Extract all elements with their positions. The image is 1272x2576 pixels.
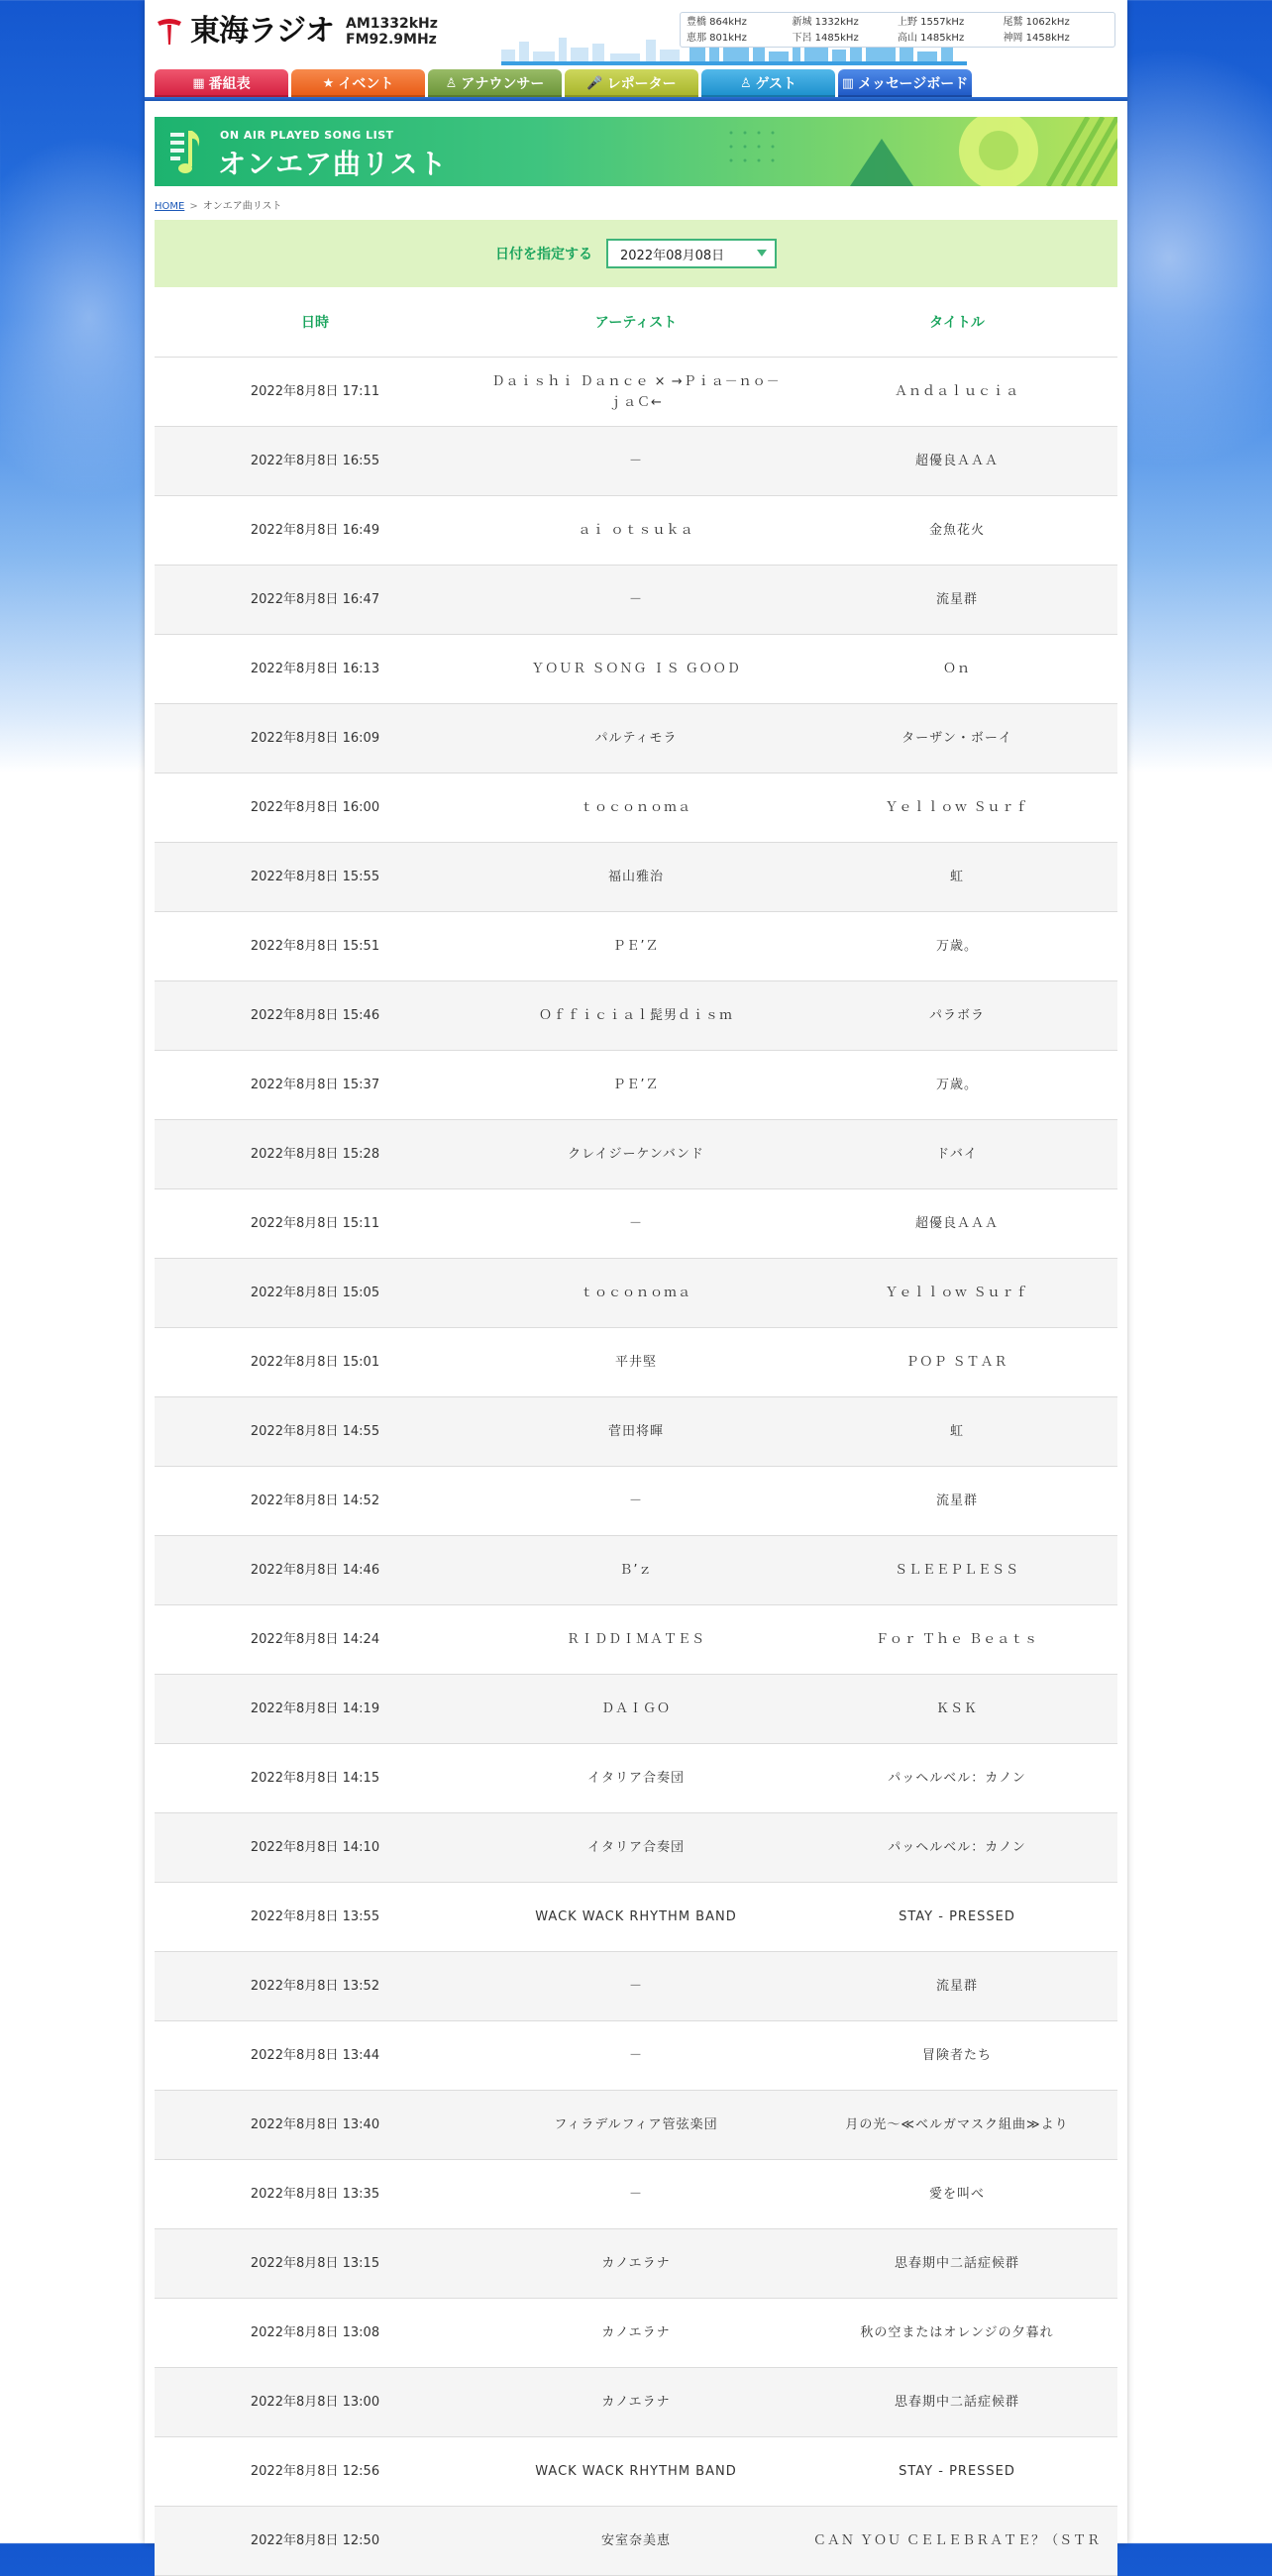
row-datetime: 2022年8月8日 13:35 — [250, 2187, 380, 2202]
row-datetime: 2022年8月8日 14:52 — [250, 1494, 380, 1508]
star-icon: ★ — [322, 75, 335, 91]
row-title: 虹 — [949, 1424, 964, 1439]
row-title: ＰＯＰ ＳＴＡＲ — [905, 1355, 1008, 1370]
table-row — [155, 1397, 1117, 1467]
table-row — [155, 635, 1117, 704]
person-icon: ♙ — [445, 75, 458, 91]
table-row — [155, 2229, 1117, 2299]
column-header-title: タイトル — [929, 315, 985, 331]
row-artist: － — [628, 2048, 643, 2063]
row-datetime: 2022年8月8日 14:55 — [250, 1424, 380, 1439]
table-row — [155, 2368, 1117, 2437]
row-title: 思春期中二話症候群 — [894, 2395, 1019, 2410]
row-datetime: 2022年8月8日 13:44 — [250, 2048, 380, 2063]
row-artist: 福山雅治 — [607, 870, 664, 884]
row-title: 万歳。 — [935, 939, 978, 954]
row-title: STAY - PRESSED — [899, 1909, 1015, 1924]
relay-frequency-list — [680, 12, 1115, 48]
row-title: ＣＡＮ ＹＯＵ ＣＥＬＥＢＲＡＴＥ？（ＳＴＲ — [812, 2533, 1102, 2548]
table-row — [155, 912, 1117, 981]
row-datetime: 2022年8月8日 16:09 — [250, 731, 380, 746]
table-row — [155, 2091, 1117, 2160]
row-datetime: 2022年8月8日 13:15 — [250, 2256, 380, 2271]
row-title: Ｙｅｌｌｏｗ Ｓｕｒｆ — [885, 1286, 1029, 1300]
row-title: 愛を叫べ — [928, 2187, 985, 2202]
nav-tab-reporters[interactable] — [565, 69, 698, 97]
row-datetime: 2022年8月8日 17:11 — [250, 384, 380, 399]
row-artist: 平井堅 — [614, 1355, 657, 1370]
row-title: Ａｎｄａｌｕｃｉａ — [894, 384, 1019, 399]
chevron-down-icon — [757, 250, 767, 257]
row-datetime: 2022年8月8日 14:10 — [250, 1840, 380, 1855]
date-select[interactable] — [606, 239, 777, 268]
date-select-value: 2022年08月08日 — [620, 248, 725, 263]
row-title: パッヘルベル：カノン — [888, 1840, 1026, 1855]
row-title: 超優良ＡＡＡ — [914, 1216, 999, 1231]
table-row — [155, 1952, 1117, 2021]
row-title: ドバイ — [936, 1147, 978, 1162]
table-row — [155, 2507, 1117, 2576]
table-row — [155, 1744, 1117, 1813]
row-artist: － — [628, 1216, 643, 1231]
row-artist: ｔｏｃｏｎｏｍａ — [580, 800, 691, 815]
row-datetime: 2022年8月8日 16:49 — [250, 523, 380, 538]
row-title: 虹 — [949, 870, 964, 884]
frequency-item: 神岡 1458kHz — [1003, 33, 1070, 44]
row-title: 万歳。 — [935, 1078, 978, 1092]
row-artist: ＰＥ’Ｚ — [612, 939, 660, 954]
row-artist: カノエラナ — [601, 2395, 671, 2410]
row-artist: ａｉ ｏｔｓｕｋａ — [578, 523, 694, 538]
site-logo[interactable] — [155, 16, 438, 48]
am-frequency: AM1332kHz — [346, 16, 438, 32]
table-row — [155, 704, 1117, 773]
table-row — [155, 496, 1117, 566]
nav-tab-guests[interactable] — [701, 69, 835, 97]
row-title: Ｆｏｒ Ｔｈｅ Ｂｅａｔｓ — [875, 1632, 1039, 1647]
row-datetime: 2022年8月8日 15:46 — [250, 1008, 380, 1023]
row-artist: WACK WACK RHYTHM BAND — [535, 1909, 737, 1924]
row-datetime: 2022年8月8日 16:47 — [250, 592, 380, 607]
table-row — [155, 2437, 1117, 2507]
table-row — [155, 1328, 1117, 1397]
row-title: パッヘルベル：カノン — [888, 1771, 1026, 1786]
row-artist: WACK WACK RHYTHM BAND — [535, 2464, 737, 2479]
row-title: 流星群 — [935, 592, 978, 607]
frequency-item: 新城 1332kHz — [792, 17, 859, 28]
table-row — [155, 1675, 1117, 1744]
nav-tab-label: レポーター — [606, 76, 677, 92]
row-artist: 安室奈美恵 — [600, 2533, 671, 2548]
frequency-item: 豊橋 864kHz — [687, 17, 747, 28]
row-artist: ＤＡＩＧＯ — [600, 1701, 671, 1716]
row-artist: Ｏｆｆｉｃｉａｌ髭男ｄｉｓｍ — [538, 1008, 733, 1023]
nav-tab-label: メッセージボード — [858, 76, 969, 92]
row-artist: － — [628, 1494, 643, 1508]
site-header — [145, 0, 1127, 65]
row-datetime: 2022年8月8日 15:55 — [250, 870, 380, 884]
row-artist: フィラデルフィア管弦楽団 — [554, 2117, 718, 2132]
table-row — [155, 358, 1117, 427]
row-datetime: 2022年8月8日 15:28 — [250, 1147, 380, 1162]
page-banner — [155, 117, 1117, 186]
grid-icon: ▦ — [192, 75, 205, 91]
row-datetime: 2022年8月8日 13:52 — [250, 1979, 380, 1994]
row-title: 秋の空またはオレンジの夕暮れ — [860, 2325, 1054, 2340]
row-datetime: 2022年8月8日 15:51 — [250, 939, 380, 954]
table-row — [155, 1813, 1117, 1883]
date-filter-bar — [155, 220, 1117, 287]
row-title: 流星群 — [935, 1979, 978, 1994]
main-navigation — [145, 69, 1127, 101]
row-title: 冒険者たち — [921, 2048, 992, 2063]
date-filter-label: 日付を指定する — [495, 247, 592, 262]
music-note-icon — [168, 127, 202, 176]
row-artist: パルティモラ — [594, 731, 678, 746]
banner-title: オンエア曲リスト — [218, 148, 448, 180]
table-row — [155, 2299, 1117, 2368]
column-header-datetime: 日時 — [301, 315, 329, 331]
logo-text: 東海ラジオ — [190, 14, 334, 49]
fm-frequency: FM92.9MHz — [346, 32, 437, 48]
row-title: 超優良ＡＡＡ — [914, 454, 999, 468]
table-row — [155, 1259, 1117, 1328]
breadcrumb — [155, 197, 282, 212]
row-title: 月の光～≪ベルガマスク組曲≫より — [845, 2117, 1069, 2132]
table-row — [155, 1536, 1117, 1605]
table-row — [155, 1120, 1117, 1189]
row-artist: ｔｏｃｏｎｏｍａ — [580, 1286, 691, 1300]
table-header — [155, 287, 1117, 358]
table-row — [155, 1051, 1117, 1120]
row-artist: Ｄａｉｓｈｉ Ｄａｎｃｅ × →Ｐｉａ－ｎｏ－ｊａＣ← — [491, 373, 781, 410]
nav-tab-label: イベント — [338, 76, 394, 92]
row-artist: ＰＥ’Ｚ — [612, 1078, 660, 1092]
row-artist: ＲＩＤＤＩＭＡＴＥＳ — [566, 1632, 705, 1647]
row-artist: － — [628, 592, 643, 607]
row-datetime: 2022年8月8日 13:00 — [250, 2395, 380, 2410]
table-row — [155, 843, 1117, 912]
table-row — [155, 2021, 1117, 2091]
row-artist: カノエラナ — [601, 2256, 671, 2271]
frequency-item: 下呂 1485kHz — [792, 33, 859, 44]
row-datetime: 2022年8月8日 16:00 — [250, 800, 380, 815]
row-datetime: 2022年8月8日 15:01 — [250, 1355, 380, 1370]
nav-underline — [145, 97, 1127, 101]
row-title: 流星群 — [935, 1494, 978, 1508]
frequency-item: 高山 1485kHz — [898, 33, 965, 44]
table-row — [155, 773, 1117, 843]
played-song-table — [155, 287, 1117, 2576]
nav-tab-message-board[interactable] — [838, 69, 972, 97]
row-datetime: 2022年8月8日 14:19 — [250, 1701, 380, 1716]
table-row — [155, 1605, 1117, 1675]
row-title: パラボラ — [928, 1008, 985, 1023]
main-frequencies — [346, 16, 438, 48]
row-artist: － — [628, 2187, 643, 2202]
row-datetime: 2022年8月8日 13:40 — [250, 2117, 380, 2132]
table-row — [155, 1883, 1117, 1952]
row-title: ＳＬＥＥＰＬＥＳＳ — [894, 1563, 1019, 1578]
row-artist: － — [628, 1979, 643, 1994]
board-icon: ▥ — [841, 75, 855, 91]
row-datetime: 2022年8月8日 12:56 — [250, 2464, 380, 2479]
row-datetime: 2022年8月8日 15:05 — [250, 1286, 380, 1300]
row-title: STAY - PRESSED — [899, 2464, 1015, 2479]
row-artist: ＹＯＵＲ ＳＯＮＧ ＩＳ ＧＯＯＤ — [531, 662, 741, 676]
table-row — [155, 427, 1117, 496]
nav-tab-label: 番組表 — [208, 76, 251, 92]
microphone-icon: 🎤 — [586, 75, 603, 91]
nav-tab-events[interactable] — [291, 69, 425, 97]
row-artist: イタリア合奏団 — [586, 1840, 685, 1855]
row-artist: イタリア合奏団 — [586, 1771, 685, 1786]
tokai-radio-logo-icon — [155, 17, 184, 47]
row-datetime: 2022年8月8日 16:55 — [250, 454, 380, 468]
banner-decoration — [701, 117, 1117, 186]
table-row — [155, 1189, 1117, 1259]
row-datetime: 2022年8月8日 13:55 — [250, 1909, 380, 1924]
nav-tab-label: アナウンサー — [461, 76, 545, 92]
person-icon: ♙ — [739, 75, 752, 91]
row-artist: カノエラナ — [601, 2325, 671, 2340]
row-artist: － — [628, 454, 643, 468]
row-datetime: 2022年8月8日 14:15 — [250, 1771, 380, 1786]
table-row — [155, 566, 1117, 635]
nav-tab-announcers[interactable] — [428, 69, 562, 97]
row-artist: Ｂ’ｚ — [619, 1563, 653, 1578]
frequency-item: 尾鷲 1062kHz — [1003, 17, 1070, 28]
row-title: ターザン・ボーイ — [901, 731, 1012, 746]
frequency-item: 上野 1557kHz — [898, 17, 965, 28]
row-datetime: 2022年8月8日 16:13 — [250, 662, 380, 676]
nav-tab-program-guide[interactable] — [155, 69, 288, 97]
table-body — [155, 358, 1117, 2576]
table-row — [155, 2160, 1117, 2229]
row-title: 金魚花火 — [928, 523, 985, 538]
row-artist: クレイジーケンバンド — [568, 1147, 704, 1162]
row-datetime: 2022年8月8日 15:37 — [250, 1078, 380, 1092]
row-datetime: 2022年8月8日 14:46 — [250, 1563, 380, 1578]
table-row — [155, 1467, 1117, 1536]
row-title: Ｏｎ — [942, 662, 971, 676]
breadcrumb-current: オンエア曲リスト — [202, 201, 282, 212]
nav-tab-label: ゲスト — [755, 76, 797, 92]
chevron-right-icon: > — [189, 201, 198, 212]
row-title: Ｙｅｌｌｏｗ Ｓｕｒｆ — [885, 800, 1029, 815]
row-datetime: 2022年8月8日 14:24 — [250, 1632, 380, 1647]
row-artist: 菅田将暉 — [607, 1424, 664, 1439]
row-datetime: 2022年8月8日 12:50 — [250, 2533, 380, 2548]
page-container — [145, 0, 1127, 2548]
column-header-artist: アーティスト — [594, 315, 678, 331]
banner-subtitle: ON AIR PLAYED SONG LIST — [220, 129, 394, 142]
row-title: 思春期中二話症候群 — [894, 2256, 1019, 2271]
row-datetime: 2022年8月8日 15:11 — [250, 1216, 380, 1231]
row-datetime: 2022年8月8日 13:08 — [250, 2325, 380, 2340]
breadcrumb-home-link[interactable]: HOME — [155, 201, 185, 212]
row-title: ＫＳＫ — [935, 1701, 978, 1716]
frequency-item: 恵那 801kHz — [687, 33, 747, 44]
table-row — [155, 981, 1117, 1051]
